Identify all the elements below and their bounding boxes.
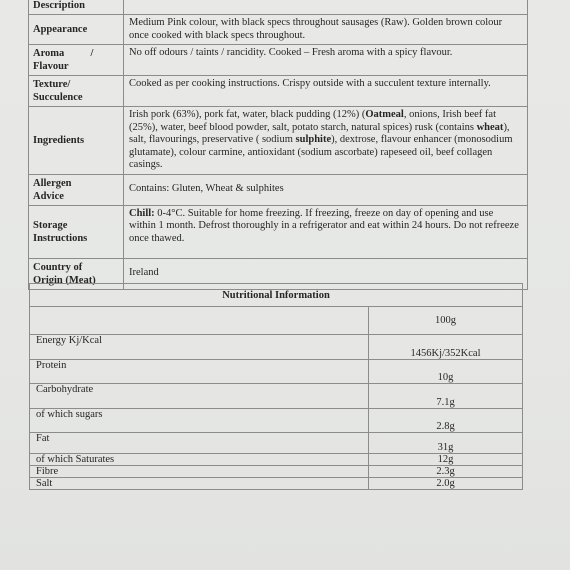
nutrition-row: [30, 454, 523, 466]
spec-label: Ingredients: [29, 107, 124, 175]
spec-label: Appearance: [29, 15, 124, 45]
ingredients-text: , onions, Irish beef fat (25%), water, beef blood powder, salt, potato starch, natural spices) rusk (contains: [129, 109, 496, 133]
allergen-oatmeal: Oatmeal: [365, 109, 404, 120]
texture-label: Texture/ Succulence: [33, 79, 83, 103]
spec-value: [124, 205, 528, 258]
spec-row-allergen: [29, 174, 528, 205]
spec-label: Description: [29, 0, 124, 15]
spec-row-appearance: [29, 15, 528, 45]
origin-label: Country of Origin (Meat): [33, 261, 96, 286]
spec-row-aroma: [29, 45, 528, 76]
nutrient-name: Energy Kj/Kcal: [30, 335, 369, 360]
nutrition-row: [30, 360, 523, 384]
nutrient-value: 2.8g: [369, 409, 523, 433]
ingredients-text: ), dextrose, flavour enhancer (monosodium glutamate), colour carmine, antioxidant (sodium ascorbate) rapeseed oil, beef collagen casings.: [129, 134, 513, 170]
spec-value: [124, 0, 528, 15]
ingredients-text: Irish pork (63%), pork fat, water, black pudding (12%) (: [129, 109, 366, 120]
nutrient-value: 12g: [369, 454, 523, 466]
nutrition-blank: [30, 307, 369, 335]
nutrition-per: 100g: [369, 307, 523, 335]
nutrient-value: 10g: [369, 360, 523, 384]
nutrition-row: [30, 466, 523, 478]
nutrient-name: Protein: [30, 360, 369, 384]
spec-row-ingredients: [29, 107, 528, 175]
nutrient-name: Fat: [30, 433, 369, 454]
spec-row-texture: [29, 76, 528, 107]
nutrition-row: [30, 335, 523, 360]
nutrient-value: 1456Kj/352Kcal: [369, 335, 523, 360]
allergen-label: Allergen Advice: [33, 177, 72, 202]
nutrition-row: [30, 478, 523, 490]
nutrition-row: [30, 384, 523, 409]
nutrient-name: of which sugars: [30, 409, 369, 433]
nutrition-title: Nutritional Information: [30, 284, 523, 307]
nutrient-name: Salt: [30, 478, 369, 490]
spec-label: [29, 174, 124, 205]
nutrition-header-row: [30, 284, 523, 307]
nutrition-per-row: [30, 307, 523, 335]
nutrient-value: 7.1g: [369, 384, 523, 409]
nutrition-row: [30, 433, 523, 454]
spec-label: [29, 205, 124, 258]
nutrient-name: Fibre: [30, 466, 369, 478]
nutrient-value: 31g: [369, 433, 523, 454]
spec-value: No off odours / taints / rancidity. Cooked – Fresh aroma with a spicy flavour.: [124, 45, 528, 76]
allergen-wheat: wheat: [476, 121, 504, 133]
spec-label: [29, 76, 124, 107]
spec-label: [29, 45, 124, 76]
product-spec-table: [28, 0, 528, 290]
storage-label: Storage Instructions: [33, 219, 88, 244]
ingredients-text: ), salt, flavourings, preservative ( sodium: [129, 121, 510, 145]
chill-lead: Chill:: [129, 207, 155, 219]
spec-value: Contains: Gluten, Wheat & sulphites: [124, 174, 528, 205]
spec-value: Medium Pink colour, with black specs throughout sausages (Raw). Golden brown colour once cooked with black specs throughout.: [124, 15, 528, 45]
allergen-sulphite: sulphite: [295, 134, 332, 145]
nutrition-row: [30, 409, 523, 433]
nutrient-value: 2.3g: [369, 466, 523, 478]
nutrition-table: [29, 283, 523, 490]
spec-row-storage: [29, 205, 528, 258]
nutrient-name: Carbohydrate: [30, 384, 369, 409]
spec-value: Cooked as per cooking instructions. Crispy outside with a succulent texture internally.: [124, 76, 528, 107]
storage-text: 0-4°C. Suitable for home freezing. If freezing, freeze on day of opening and use within 1 month. Defrost thoroughly in a refrigerator and eat within 24 hours. Do not refreeze once thawed.: [129, 207, 519, 244]
nutrient-value: 2.0g: [369, 478, 523, 490]
spec-value: [124, 107, 528, 175]
spec-row-description: [29, 0, 528, 15]
aroma-label: Aroma / Flavour: [33, 48, 94, 72]
spec-value: Ireland: [124, 258, 528, 289]
nutrient-name: of which Saturates: [30, 454, 369, 466]
